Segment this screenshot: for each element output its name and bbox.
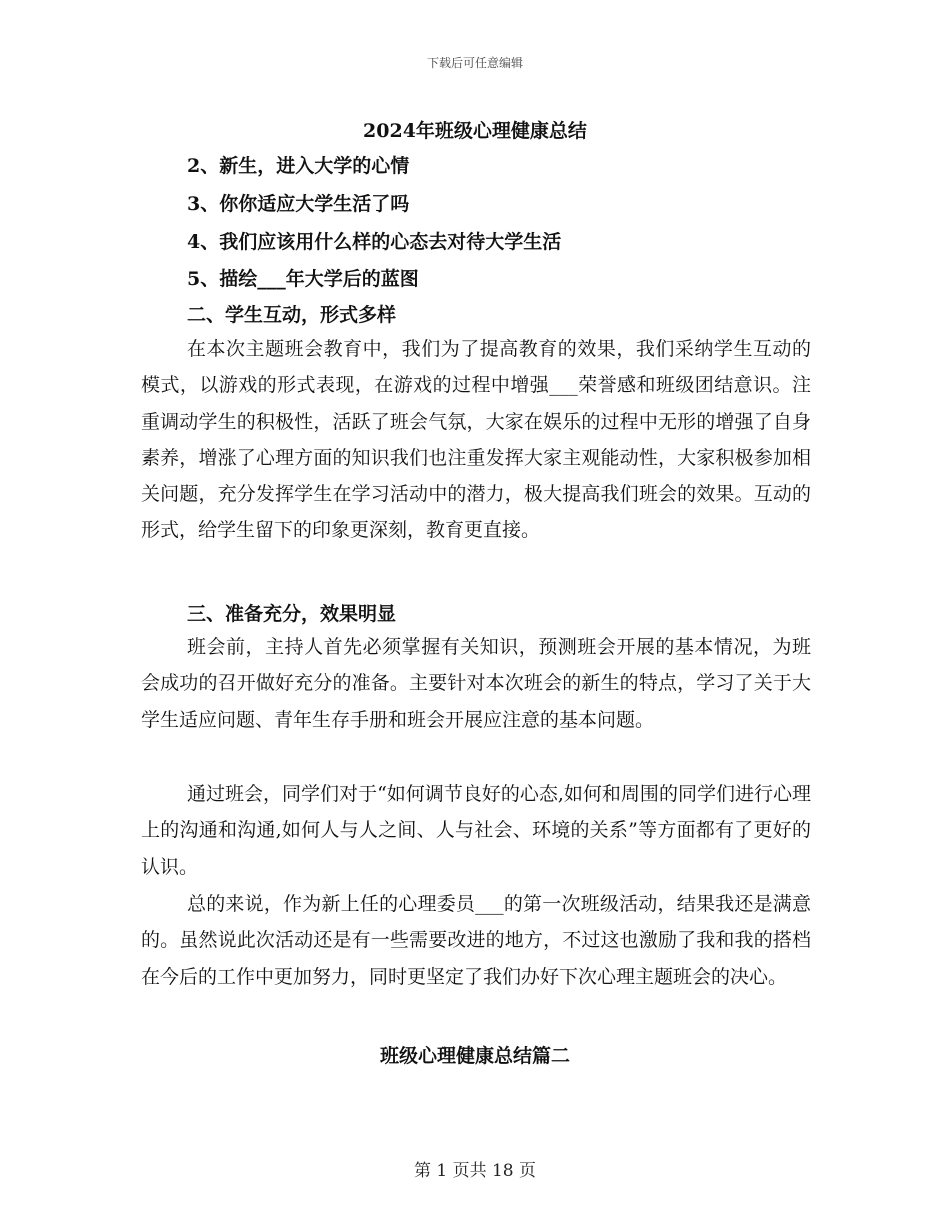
paragraph-interaction: 在本次主题班会教育中，我们为了提高教育的效果，我们采纳学生互动的模式，以游戏的形式表现，在游戏的过程中增强___荣誉感和班级团结意识。注重调动学生的积极性，活跃了班会气氛，大家在娱乐的过程中无形的增强了自身素养，增涨了心理方面的知识我们也注重发挥大家主观能动性，大家积极参加相关问题，充分发挥学生在学习活动中的潜力，极大提高我们班会的效果。互动的形式，给学生留下的印象更深刻，教育更直接。 — [141, 338, 811, 542]
header-note: 下载后可任意编辑 — [426, 56, 523, 70]
section-heading-interaction: 二、学生互动，形式多样 — [187, 304, 397, 326]
paragraph-understanding: 通过班会，同学们对于“如何调节良好的心态,如何和周围的同学们进行心理上的沟通和沟通,如何人与人之间、人与社会、环境的关系”等方面都有了更好的认识。 — [141, 783, 811, 878]
paragraph-conclusion: 总的来说，作为新上任的心理委员___的第一次班级活动，结果我还是满意的。虽然说此次活动还是有一些需要改进的地方，不过这也激励了我和我的搭档在今后的工作中更加努力，同时更坚定了我们办好下次心理主题班会的决心。 — [141, 893, 811, 988]
page-number: 第 1 页共 18 页 — [413, 1161, 537, 1181]
list-item: 5、描绘___年大学后的蓝图 — [187, 268, 419, 290]
list-item: 3、你你适应大学生活了吗 — [187, 193, 410, 215]
list-item: 2、新生，进入大学的心情 — [187, 155, 410, 177]
section-heading-preparation: 三、准备充分，效果明显 — [187, 603, 397, 625]
list-item: 4、我们应该用什么样的心态去对待大学生活 — [187, 231, 562, 253]
next-section-title: 班级心理健康总结篇二 — [379, 1045, 570, 1067]
paragraph-preparation: 班会前，主持人首先必须掌握有关知识，预测班会开展的基本情况，为班会成功的召开做好充分的准备。主要针对本次班会的新生的特点，学习了关于大学生适应问题、青年生存手册和班会开展应注意的基本问题。 — [141, 636, 811, 731]
document-title: 2024年班级心理健康总结 — [363, 120, 587, 142]
